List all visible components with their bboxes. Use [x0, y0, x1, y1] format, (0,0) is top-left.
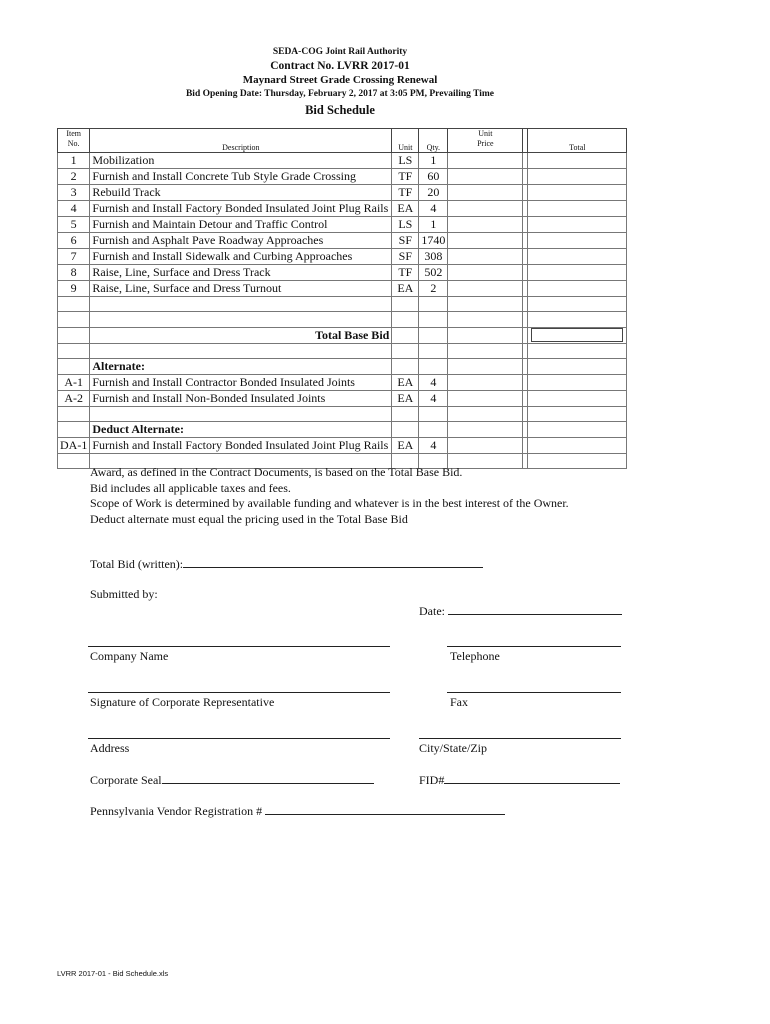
table-row: [58, 390, 627, 406]
address-field[interactable]: [88, 738, 390, 739]
description-cell: Mobilization: [90, 153, 392, 169]
telephone-label: Telephone: [450, 649, 500, 663]
total-cell: [528, 406, 627, 421]
total-base-bid-row: [58, 327, 627, 343]
qty-cell: [419, 343, 448, 358]
page-title: Bid Schedule: [305, 103, 375, 117]
date-line: [419, 603, 622, 619]
item-no-cell: [58, 343, 90, 358]
description-cell: Furnish and Install Factory Bonded Insulated Joint Plug Rails: [90, 201, 392, 217]
item-no-cell: [58, 358, 90, 374]
description-cell: Furnish and Install Factory Bonded Insulated Joint Plug Rails: [90, 438, 392, 454]
qty-cell: 502: [419, 265, 448, 281]
unit-cell: EA: [392, 281, 419, 297]
unit-cell: SF: [392, 233, 419, 249]
total-cell[interactable]: [528, 201, 627, 217]
item-no-cell: 5: [58, 217, 90, 233]
total-cell[interactable]: [528, 217, 627, 233]
unit-cell: [392, 358, 419, 374]
vendor-registration-line: [90, 803, 505, 819]
unit-price-cell[interactable]: [448, 169, 523, 185]
deduct-alternate-heading: Deduct Alternate:: [90, 422, 392, 438]
total-cell[interactable]: [528, 390, 627, 406]
item-no-cell: [58, 406, 90, 421]
unit-price-cell: [448, 343, 523, 358]
qty-cell: [419, 312, 448, 327]
total-cell[interactable]: [528, 153, 627, 169]
item-no-cell: 6: [58, 233, 90, 249]
unit-price-header: [448, 129, 523, 153]
qty-cell: [419, 406, 448, 421]
bid-schedule-table: [57, 128, 627, 469]
note-taxes: Bid includes all applicable taxes and fees.: [90, 480, 291, 495]
qty-cell: 20: [419, 185, 448, 201]
description-cell: Furnish and Maintain Detour and Traffic Control: [90, 217, 392, 233]
date-field[interactable]: [448, 603, 622, 615]
qty-cell: 4: [419, 374, 448, 390]
table-row: [58, 438, 627, 454]
blank-row: [58, 312, 627, 327]
unit-price-cell: [448, 358, 523, 374]
corporate-seal-field[interactable]: [162, 772, 374, 784]
item-no-cell: [58, 297, 90, 312]
total-bid-written-line: [90, 556, 483, 572]
unit-cell: LS: [392, 217, 419, 233]
qty-cell: 2: [419, 281, 448, 297]
unit-price-cell: [448, 297, 523, 312]
unit-price-cell[interactable]: [448, 438, 523, 454]
unit-cell: TF: [392, 169, 419, 185]
unit-cell: EA: [392, 201, 419, 217]
qty-cell: 308: [419, 249, 448, 265]
company-name-label: Company Name: [90, 649, 169, 663]
item-no-cell: [58, 312, 90, 327]
unit-cell: EA: [392, 390, 419, 406]
unit-cell: EA: [392, 374, 419, 390]
unit-cell: TF: [392, 265, 419, 281]
organization-name: SEDA-COG Joint Rail Authority: [272, 47, 408, 57]
fid-line: [419, 772, 620, 788]
total-cell[interactable]: [528, 185, 627, 201]
table-row: [58, 217, 627, 233]
description-cell: Raise, Line, Surface and Dress Turnout: [90, 281, 392, 297]
unit-price-cell[interactable]: [448, 233, 523, 249]
qty-header: Qty.: [419, 129, 448, 153]
table-row: [58, 281, 627, 297]
total-cell: [528, 312, 627, 327]
total-cell[interactable]: [528, 374, 627, 390]
total-cell[interactable]: [528, 438, 627, 454]
total-base-bid-field[interactable]: [531, 328, 623, 342]
contract-number: Contract No. LVRR 2017-01: [270, 60, 410, 72]
unit-price-cell: [448, 327, 523, 343]
table-row: [58, 201, 627, 217]
total-bid-written-label: Total Bid (written):: [90, 557, 184, 571]
unit-cell: SF: [392, 249, 419, 265]
unit-price-cell[interactable]: [448, 281, 523, 297]
qty-cell: [419, 297, 448, 312]
fax-field[interactable]: [447, 692, 621, 693]
total-cell: [528, 422, 627, 438]
vendor-registration-field[interactable]: [265, 803, 505, 815]
date-label: Date:: [419, 604, 445, 618]
total-cell: [528, 297, 627, 312]
alternate-heading-row: [58, 358, 627, 374]
signature-label: Signature of Corporate Representative: [90, 695, 275, 709]
description-cell: [90, 406, 392, 421]
qty-cell: 1: [419, 217, 448, 233]
unit-cell: [392, 297, 419, 312]
address-label: Address: [90, 741, 130, 755]
blank-row: [58, 297, 627, 312]
unit-price-cell: [448, 422, 523, 438]
description-cell: Furnish and Install Contractor Bonded Insulated Joints: [90, 374, 392, 390]
notes-block: [90, 465, 569, 527]
qty-cell: [419, 422, 448, 438]
description-cell: Furnish and Install Concrete Tub Style Grade Crossing: [90, 169, 392, 185]
item-no-cell: A-2: [58, 390, 90, 406]
item-no-cell: 3: [58, 185, 90, 201]
total-cell[interactable]: [528, 249, 627, 265]
unit-price-cell[interactable]: [448, 249, 523, 265]
corporate-seal-line: [90, 772, 374, 788]
unit-price-cell: [448, 312, 523, 327]
description-cell: [90, 343, 392, 358]
fax-label: Fax: [450, 695, 468, 709]
total-base-bid-label: Total Base Bid: [90, 327, 392, 343]
unit-cell: [392, 422, 419, 438]
table-row: [58, 169, 627, 185]
item-no-cell: 1: [58, 153, 90, 169]
item-header-line1: Item: [66, 129, 81, 138]
unit-price-cell: [448, 406, 523, 421]
item-no-cell: 9: [58, 281, 90, 297]
unit-price-cell[interactable]: [448, 217, 523, 233]
unit-cell: [392, 327, 419, 343]
project-name: Maynard Street Grade Crossing Renewal: [242, 74, 438, 86]
unit-price-cell[interactable]: [448, 201, 523, 217]
description-cell: Furnish and Asphalt Pave Roadway Approaches: [90, 233, 392, 249]
qty-cell: [419, 358, 448, 374]
description-cell: Raise, Line, Surface and Dress Track: [90, 265, 392, 281]
table-row: [58, 233, 627, 249]
total-cell[interactable]: [528, 265, 627, 281]
total-cell[interactable]: [528, 233, 627, 249]
qty-cell: 1740: [419, 233, 448, 249]
item-no-cell: [58, 327, 90, 343]
unit-cell: [392, 343, 419, 358]
unit-price-header-line2: Price: [477, 139, 494, 148]
item-header-line2: No.: [67, 139, 80, 148]
note-scope: Scope of Work is determined by available funding and whatever is in the best interest of the Owner.: [90, 496, 569, 510]
total-base-bid-cell: [528, 327, 627, 343]
description-header: Description: [90, 129, 392, 153]
item-no-cell: 4: [58, 201, 90, 217]
unit-cell: LS: [392, 153, 419, 169]
total-header: Total: [528, 129, 627, 153]
submitted-by-label: Submitted by:: [90, 587, 158, 601]
description-cell: Rebuild Track: [90, 185, 392, 201]
qty-cell: 1: [419, 153, 448, 169]
blank-row: [58, 343, 627, 358]
bid-opening-date: Bid Opening Date: Thursday, February 2, 2017 at 3:05 PM, Prevailing Time: [185, 89, 495, 99]
table-row: [58, 185, 627, 201]
total-cell[interactable]: [528, 169, 627, 185]
unit-cell: [392, 406, 419, 421]
blank-row: [58, 406, 627, 421]
item-no-cell: 7: [58, 249, 90, 265]
item-no-header: [58, 129, 90, 153]
note-deduct: Deduct alternate must equal the pricing used in the Total Base Bid: [90, 511, 408, 526]
item-no-cell: 2: [58, 169, 90, 185]
qty-cell: [419, 327, 448, 343]
qty-cell: 60: [419, 169, 448, 185]
note-award: Award, as defined in the Contract Documents, is based on the Total Base Bid.: [90, 465, 463, 479]
total-cell: [528, 358, 627, 374]
city-state-zip-field[interactable]: [419, 738, 621, 739]
vendor-registration-label: Pennsylvania Vendor Registration #: [90, 804, 263, 818]
deduct-alternate-heading-row: [58, 422, 627, 438]
description-cell: Furnish and Install Sidewalk and Curbing Approaches: [90, 249, 392, 265]
table-row: [58, 265, 627, 281]
total-cell[interactable]: [528, 281, 627, 297]
unit-price-cell[interactable]: [448, 374, 523, 390]
alternate-heading: Alternate:: [90, 358, 392, 374]
description-cell: [90, 297, 392, 312]
unit-cell: [392, 312, 419, 327]
fid-label: FID#: [419, 773, 445, 787]
unit-cell: EA: [392, 438, 419, 454]
company-name-field[interactable]: [88, 646, 390, 647]
qty-cell: 4: [419, 201, 448, 217]
footer-filename: LVRR 2017-01 - Bid Schedule.xls: [57, 969, 169, 978]
unit-price-cell[interactable]: [448, 265, 523, 281]
table-row: [58, 153, 627, 169]
unit-price-cell[interactable]: [448, 390, 523, 406]
qty-cell: 4: [419, 438, 448, 454]
signature-field[interactable]: [88, 692, 390, 693]
description-cell: [90, 312, 392, 327]
item-no-cell: A-1: [58, 374, 90, 390]
description-cell: Furnish and Install Non-Bonded Insulated Joints: [90, 390, 392, 406]
table-row: [58, 249, 627, 265]
unit-header: Unit: [392, 129, 419, 153]
item-no-cell: [58, 422, 90, 438]
telephone-field[interactable]: [447, 646, 621, 647]
item-no-cell: DA-1: [58, 438, 90, 454]
table-row: [58, 374, 627, 390]
city-state-zip-label: City/State/Zip: [419, 741, 487, 755]
corporate-seal-label: Corporate Seal: [90, 773, 162, 787]
unit-cell: TF: [392, 185, 419, 201]
qty-cell: 4: [419, 390, 448, 406]
unit-price-cell[interactable]: [448, 185, 523, 201]
fid-field[interactable]: [444, 772, 620, 784]
item-no-cell: [58, 454, 90, 469]
total-bid-written-field[interactable]: [183, 556, 483, 568]
table-header-row: [58, 129, 627, 153]
total-cell: [528, 343, 627, 358]
unit-price-header-line1: Unit: [478, 129, 493, 138]
unit-price-cell[interactable]: [448, 153, 523, 169]
item-no-cell: 8: [58, 265, 90, 281]
